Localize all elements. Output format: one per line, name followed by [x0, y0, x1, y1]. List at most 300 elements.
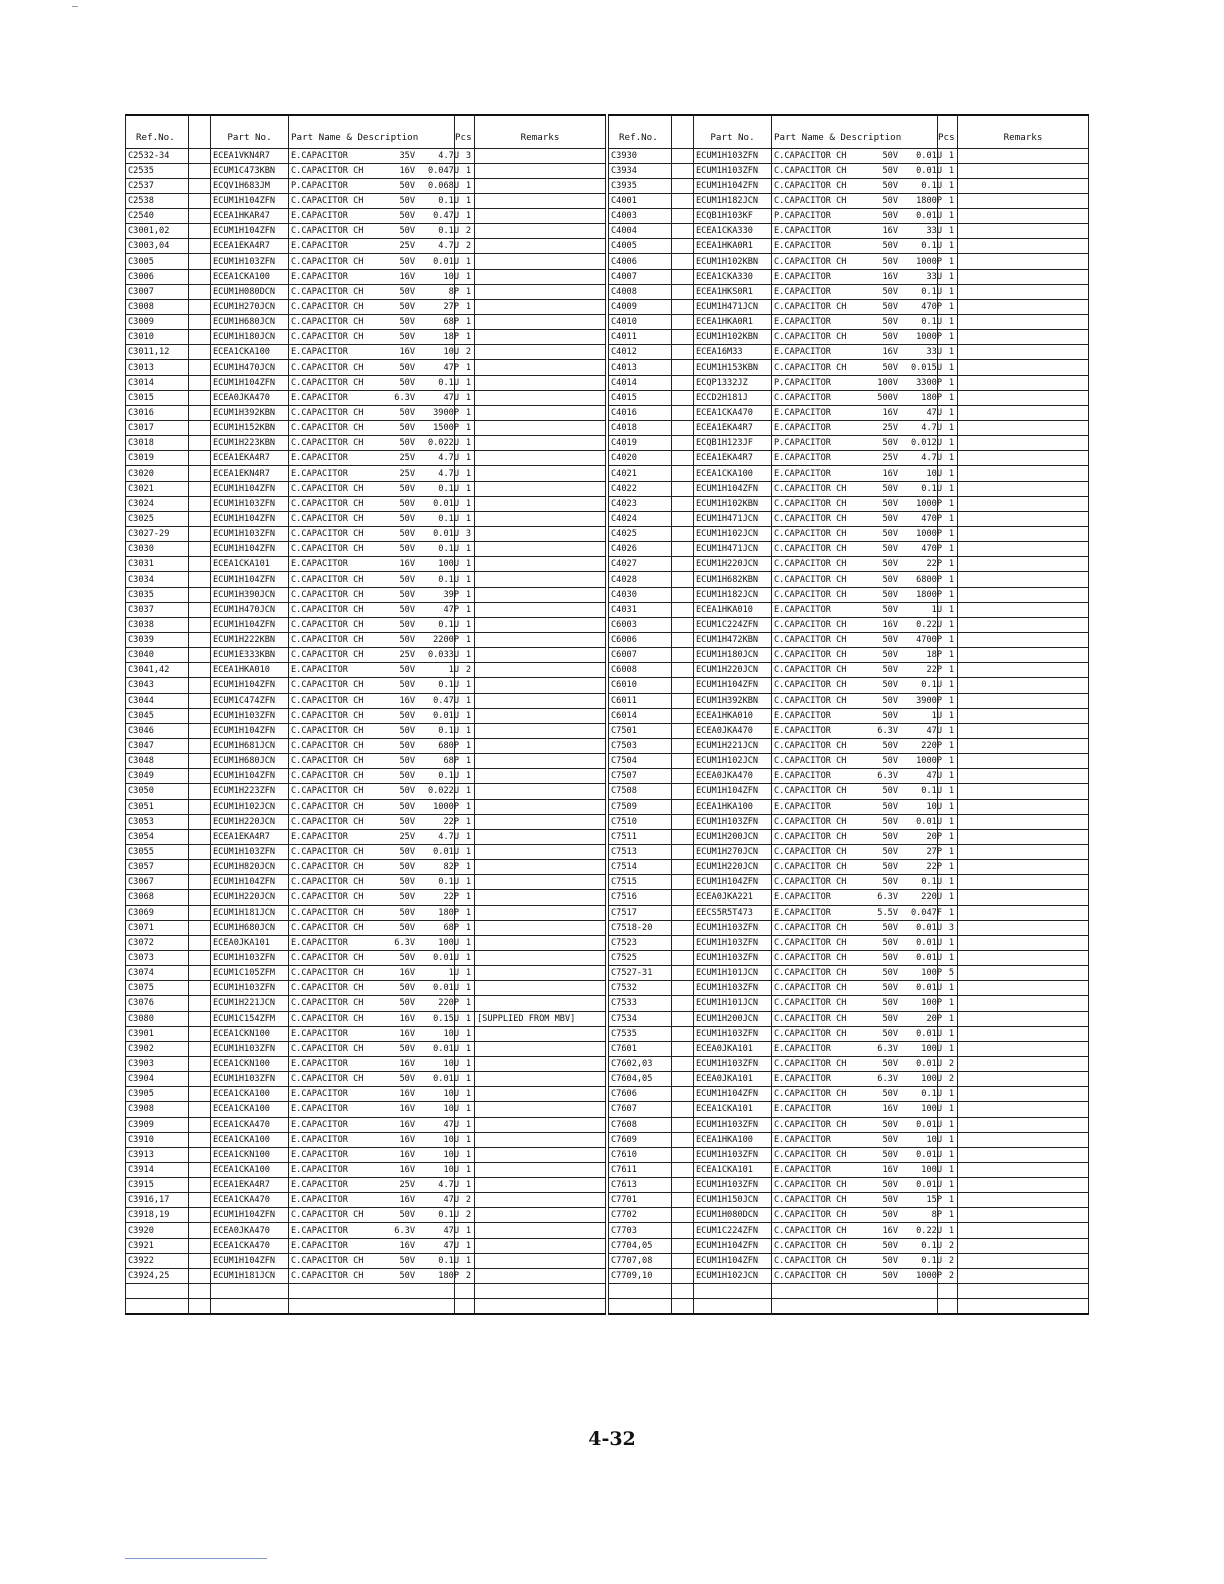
- part-name-cell: [772, 693, 942, 708]
- table-row: [609, 360, 1089, 375]
- voltage-text: 50V: [399, 1255, 415, 1266]
- rating-text: 10U: [926, 1134, 942, 1145]
- voltage-text: 16V: [399, 1013, 415, 1024]
- ref-no-cell: C4013: [609, 360, 672, 375]
- rating-text: 0.1U: [921, 1089, 942, 1100]
- remarks-cell: [958, 178, 1089, 193]
- remarks-cell: [475, 330, 606, 345]
- part-no-cell: ECUM1H080DCN: [211, 284, 289, 299]
- remarks-cell: [475, 723, 606, 738]
- ref-no-cell: C7533: [609, 996, 672, 1011]
- pcs-cell: 1: [938, 754, 958, 769]
- remarks-cell: [475, 436, 606, 451]
- part-name-text: C.CAPACITOR CH: [774, 332, 847, 343]
- ref-no-cell: C6014: [609, 708, 672, 723]
- part-name-text: E.CAPACITOR: [291, 1104, 348, 1115]
- part-no-cell: ECUM1C105ZFM: [211, 966, 289, 981]
- spacer-cell: [672, 738, 694, 753]
- part-no-cell: ECEA1CKA101: [694, 1102, 772, 1117]
- part-no-cell: ECUM1H080DCN: [694, 1208, 772, 1223]
- rating-text: 1000P: [916, 756, 942, 767]
- part-name-text: C.CAPACITOR CH: [774, 953, 847, 964]
- voltage-text: 16V: [399, 695, 415, 706]
- part-name-text: E.CAPACITOR: [291, 1134, 348, 1145]
- rating-text: 0.01U: [433, 256, 459, 267]
- voltage-text: 6.3V: [877, 771, 898, 782]
- voltage-text: 16V: [399, 165, 415, 176]
- part-name-text: C.CAPACITOR CH: [774, 180, 847, 191]
- part-no-cell: ECUM1H102KBN: [694, 330, 772, 345]
- part-name-text: C.CAPACITOR CH: [774, 665, 847, 676]
- part-no-cell: ECEA1CKA101: [694, 1162, 772, 1177]
- part-name-text: C.CAPACITOR CH: [291, 317, 364, 328]
- ref-no-cell: C7709,10: [609, 1268, 672, 1283]
- pcs-cell: 1: [455, 1147, 475, 1162]
- spacer-cell: [672, 860, 694, 875]
- table-row: [609, 617, 1089, 632]
- pcs-cell: 1: [455, 1238, 475, 1253]
- remarks-cell: [475, 148, 606, 163]
- remarks-cell: [958, 542, 1089, 557]
- rating-text: 0.1U: [438, 544, 459, 555]
- table-row: [126, 617, 606, 632]
- voltage-text: 50V: [882, 362, 898, 373]
- table-row: [126, 693, 606, 708]
- part-name-text: C.CAPACITOR CH: [291, 1074, 364, 1085]
- ref-no-cell: C3068: [126, 890, 189, 905]
- remarks-cell: [475, 405, 606, 420]
- part-name-cell: [772, 390, 942, 405]
- ref-no-cell: C3049: [126, 769, 189, 784]
- ref-no-cell: C4003: [609, 209, 672, 224]
- table-row: [126, 587, 606, 602]
- table-row: [609, 345, 1089, 360]
- part-name-text: C.CAPACITOR CH: [291, 816, 364, 827]
- part-name-cell: [772, 163, 942, 178]
- ref-no-cell: C3013: [126, 360, 189, 375]
- remarks-cell: [958, 784, 1089, 799]
- pcs-cell: 1: [938, 602, 958, 617]
- pcs-cell: 1: [455, 1056, 475, 1071]
- voltage-text: 16V: [882, 1225, 898, 1236]
- voltage-text: 50V: [399, 301, 415, 312]
- part-name-text: C.CAPACITOR CH: [774, 256, 847, 267]
- part-name-cell: [772, 648, 942, 663]
- part-no-cell: ECEA1EKA4R7: [694, 451, 772, 466]
- rating-text: 8P: [448, 286, 459, 297]
- remarks-cell: [958, 1041, 1089, 1056]
- parts-table-body: [609, 148, 1089, 1314]
- part-name-text: P.CAPACITOR: [774, 377, 831, 388]
- rating-text: 0.022U: [427, 786, 459, 797]
- ref-no-cell: C3021: [126, 481, 189, 496]
- remarks-cell: [958, 390, 1089, 405]
- part-no-cell: ECEA16M33: [694, 345, 772, 360]
- pcs-cell: 1: [455, 784, 475, 799]
- pcs-cell: 1: [455, 981, 475, 996]
- voltage-text: 50V: [399, 756, 415, 767]
- rating-text: 47P: [443, 604, 459, 615]
- ref-no-cell: C3044: [126, 693, 189, 708]
- pcs-cell: 5: [938, 966, 958, 981]
- pcs-cell: 1: [938, 163, 958, 178]
- voltage-text: 16V: [399, 1195, 415, 1206]
- table-row: [609, 375, 1089, 390]
- table-row: [609, 935, 1089, 950]
- rating-text: 0.033U: [427, 650, 459, 661]
- spacer-cell: [189, 1193, 211, 1208]
- spacer-cell: [189, 708, 211, 723]
- table-row: [609, 1147, 1089, 1162]
- pcs-cell: 1: [455, 405, 475, 420]
- pcs-cell: 1: [938, 799, 958, 814]
- part-name-text: C.CAPACITOR CH: [774, 786, 847, 797]
- ref-no-cell: C3005: [126, 254, 189, 269]
- remarks-cell: [958, 527, 1089, 542]
- voltage-text: 50V: [399, 710, 415, 721]
- voltage-text: 50V: [882, 998, 898, 1009]
- part-name-cell: [772, 269, 942, 284]
- part-no-cell: ECEA0JKA470: [694, 769, 772, 784]
- pcs-cell: 1: [938, 1132, 958, 1147]
- table-row: [126, 224, 606, 239]
- remarks-cell: [475, 375, 606, 390]
- pcs-cell: 1: [455, 209, 475, 224]
- table-row: [126, 920, 606, 935]
- part-name-cell: [772, 1253, 942, 1268]
- part-name-text: C.CAPACITOR CH: [291, 513, 364, 524]
- pcs-cell: 2: [455, 239, 475, 254]
- table-row: [609, 511, 1089, 526]
- voltage-text: 50V: [399, 589, 415, 600]
- voltage-text: 50V: [399, 529, 415, 540]
- voltage-text: 50V: [399, 877, 415, 888]
- voltage-text: 16V: [882, 271, 898, 282]
- pcs-cell: 1: [938, 254, 958, 269]
- part-no-cell: ECUM1H153KBN: [694, 360, 772, 375]
- ref-no-cell: C3934: [609, 163, 672, 178]
- spacer-cell: [672, 1132, 694, 1147]
- part-no-cell: ECUM1H220JCN: [694, 663, 772, 678]
- remarks-cell: [475, 1132, 606, 1147]
- part-no-cell: ECUM1H102JCN: [211, 799, 289, 814]
- table-row: [609, 648, 1089, 663]
- remarks-cell: [475, 451, 606, 466]
- spacer-cell: [672, 178, 694, 193]
- rating-text: 0.01U: [433, 983, 459, 994]
- spacer-cell: [672, 1193, 694, 1208]
- part-name-text: C.CAPACITOR CH: [774, 998, 847, 1009]
- ref-no-cell: C4028: [609, 572, 672, 587]
- part-no-cell: ECEA1CKA470: [211, 1238, 289, 1253]
- part-name-text: E.CAPACITOR: [774, 1074, 831, 1085]
- rating-text: 0.1U: [438, 771, 459, 782]
- voltage-text: 50V: [882, 1028, 898, 1039]
- remarks-cell: [475, 527, 606, 542]
- pcs-cell: 1: [938, 527, 958, 542]
- remarks-cell: [475, 648, 606, 663]
- table-row: [126, 254, 606, 269]
- rating-text: 8P: [931, 1210, 942, 1221]
- voltage-text: 16V: [399, 968, 415, 979]
- remarks-cell: [475, 209, 606, 224]
- remarks-cell: [475, 829, 606, 844]
- part-name-text: C.CAPACITOR CH: [291, 256, 364, 267]
- part-name-text: C.CAPACITOR CH: [774, 1119, 847, 1130]
- remarks-cell: [958, 163, 1089, 178]
- remarks-cell: [958, 481, 1089, 496]
- pcs-cell: 1: [455, 617, 475, 632]
- header-pcs: Pcs: [455, 115, 475, 148]
- part-name-cell: [772, 148, 942, 163]
- pcs-cell: 2: [938, 1056, 958, 1071]
- remarks-cell: [475, 814, 606, 829]
- spacer-cell: [189, 269, 211, 284]
- part-no-cell: ECUM1H220JCN: [211, 814, 289, 829]
- table-row: [126, 829, 606, 844]
- pcs-cell: 1: [938, 1011, 958, 1026]
- pcs-cell: 1: [455, 905, 475, 920]
- spacer-cell: [189, 466, 211, 481]
- spacer-cell: [189, 375, 211, 390]
- part-no-cell: ECUM1H181JCN: [211, 1268, 289, 1283]
- part-name-cell: [772, 542, 942, 557]
- part-no-cell: ECEA1CKA101: [211, 557, 289, 572]
- part-no-cell: ECEA1CKN100: [211, 1056, 289, 1071]
- part-name-cell: [289, 935, 459, 950]
- voltage-text: 50V: [882, 195, 898, 206]
- part-no-cell: ECUM1C224ZFN: [694, 617, 772, 632]
- rating-text: 180P: [921, 392, 942, 403]
- rating-text: 10U: [443, 1164, 459, 1175]
- rating-text: 82P: [443, 862, 459, 873]
- remarks-cell: [475, 1162, 606, 1177]
- table-row: [609, 330, 1089, 345]
- pcs-cell: 1: [938, 1178, 958, 1193]
- part-name-cell: [772, 1132, 942, 1147]
- pcs-cell: [938, 1299, 958, 1314]
- remarks-cell: [475, 345, 606, 360]
- spacer-cell: [189, 405, 211, 420]
- part-no-cell: ECUM1H471JCN: [694, 511, 772, 526]
- rating-text: 3900P: [433, 407, 459, 418]
- part-no-cell: ECUM1H103ZFN: [694, 814, 772, 829]
- remarks-cell: [475, 1238, 606, 1253]
- part-name-text: C.CAPACITOR CH: [774, 1059, 847, 1069]
- pcs-cell: 1: [938, 178, 958, 193]
- pcs-cell: 1: [938, 421, 958, 436]
- part-name-text: E.CAPACITOR: [291, 1225, 348, 1236]
- voltage-text: 50V: [882, 1270, 898, 1281]
- part-no-cell: ECUM1H820JCN: [211, 860, 289, 875]
- ref-no-cell: C7527-31: [609, 966, 672, 981]
- spacer-cell: [189, 299, 211, 314]
- part-name-cell: [772, 1299, 938, 1314]
- voltage-text: 50V: [882, 544, 898, 555]
- ref-no-cell: C3914: [126, 1162, 189, 1177]
- voltage-text: 50V: [399, 332, 415, 343]
- pcs-cell: 1: [938, 723, 958, 738]
- rating-text: 68P: [443, 756, 459, 767]
- remarks-cell: [475, 1102, 606, 1117]
- voltage-text: 50V: [882, 301, 898, 312]
- pcs-cell: 1: [455, 1178, 475, 1193]
- part-name-text: C.CAPACITOR CH: [774, 877, 847, 888]
- part-name-text: E.CAPACITOR: [774, 423, 831, 434]
- part-no-cell: ECUM1H220JCN: [694, 860, 772, 875]
- part-name-cell: [289, 345, 459, 360]
- ref-no-cell: C7532: [609, 981, 672, 996]
- part-no-cell: ECUM1H103ZFN: [694, 1026, 772, 1041]
- ref-no-cell: C4015: [609, 390, 672, 405]
- part-name-text: C.CAPACITOR CH: [291, 877, 364, 888]
- ref-no-cell: C2535: [126, 163, 189, 178]
- voltage-text: 50V: [882, 1255, 898, 1266]
- spacer-cell: [189, 1223, 211, 1238]
- table-row: [126, 905, 606, 920]
- part-name-text: C.CAPACITOR CH: [774, 589, 847, 600]
- remarks-cell: [958, 1072, 1089, 1087]
- spacer-cell: [672, 436, 694, 451]
- voltage-text: 500V: [877, 392, 898, 403]
- ref-no-cell: C3915: [126, 1178, 189, 1193]
- voltage-text: 16V: [399, 1164, 415, 1175]
- blank-row: [126, 1284, 606, 1299]
- spacer-cell: [189, 254, 211, 269]
- rating-text: 0.01U: [433, 1074, 459, 1085]
- voltage-text: 25V: [399, 453, 415, 464]
- spacer-cell: [189, 981, 211, 996]
- spacer-cell: [189, 648, 211, 663]
- part-name-cell: [289, 269, 459, 284]
- rating-text: 10U: [443, 347, 459, 358]
- part-no-cell: ECEA1HKA100: [694, 1132, 772, 1147]
- pcs-cell: 1: [938, 844, 958, 859]
- part-name-text: E.CAPACITOR: [774, 892, 831, 903]
- part-name-text: E.CAPACITOR: [774, 468, 831, 479]
- part-name-cell: [772, 890, 942, 905]
- ref-no-cell: C4021: [609, 466, 672, 481]
- remarks-cell: [958, 1268, 1089, 1283]
- remarks-cell: [475, 950, 606, 965]
- voltage-text: 6.3V: [394, 392, 415, 403]
- table-row: [126, 799, 606, 814]
- part-name-cell: [772, 1117, 942, 1132]
- spacer-cell: [189, 799, 211, 814]
- rating-text: 0.1U: [921, 1240, 942, 1251]
- remarks-cell: [958, 890, 1089, 905]
- remarks-cell: [475, 966, 606, 981]
- pcs-cell: 1: [938, 405, 958, 420]
- remarks-cell: [475, 1193, 606, 1208]
- remarks-cell: [475, 754, 606, 769]
- spacer-cell: [672, 723, 694, 738]
- ref-no-cell: C4014: [609, 375, 672, 390]
- voltage-text: 50V: [882, 1149, 898, 1160]
- part-name-text: C.CAPACITOR CH: [774, 756, 847, 767]
- part-no-cell: ECEA1HKA0R1: [694, 315, 772, 330]
- table-row: [609, 769, 1089, 784]
- part-no-cell: ECEA1HKA010: [694, 708, 772, 723]
- table-row: [609, 587, 1089, 602]
- pcs-cell: 1: [455, 799, 475, 814]
- rating-text: 0.01U: [916, 953, 942, 964]
- voltage-text: 25V: [399, 650, 415, 661]
- part-name-cell: [772, 1102, 942, 1117]
- part-name-cell: [772, 239, 942, 254]
- rating-text: 4.7U: [921, 453, 942, 464]
- part-name-cell: [289, 814, 459, 829]
- part-name-text: E.CAPACITOR: [291, 468, 348, 479]
- part-no-cell: ECQB1H103KF: [694, 209, 772, 224]
- pcs-cell: 1: [938, 239, 958, 254]
- ref-no-cell: C7503: [609, 738, 672, 753]
- voltage-text: 35V: [399, 150, 415, 161]
- pcs-cell: 1: [455, 935, 475, 950]
- part-no-cell: ECEA1CKA470: [211, 1193, 289, 1208]
- ref-no-cell: C3041,42: [126, 663, 189, 678]
- part-no-cell: ECUM1H220JCN: [211, 890, 289, 905]
- part-name-text: C.CAPACITOR CH: [774, 1225, 847, 1236]
- table-row: [126, 405, 606, 420]
- voltage-text: 50V: [882, 483, 898, 494]
- pcs-cell: 1: [938, 390, 958, 405]
- ref-no-cell: C3046: [126, 723, 189, 738]
- part-name-cell: [289, 360, 459, 375]
- voltage-text: 50V: [399, 680, 415, 691]
- table-row: [126, 754, 606, 769]
- pcs-cell: 1: [455, 708, 475, 723]
- part-name-text: C.CAPACITOR CH: [291, 953, 364, 964]
- ref-no-cell: C3009: [126, 315, 189, 330]
- part-name-text: E.CAPACITOR: [291, 150, 348, 161]
- table-row: [609, 1117, 1089, 1132]
- part-name-text: C.CAPACITOR CH: [291, 483, 364, 494]
- rating-text: 220U: [921, 892, 942, 903]
- rating-text: 18P: [443, 332, 459, 343]
- pcs-cell: 1: [938, 209, 958, 224]
- table-row: [609, 1102, 1089, 1117]
- rating-text: 470P: [921, 301, 942, 312]
- part-no-cell: ECUM1H104ZFN: [211, 511, 289, 526]
- rating-text: 0.15U: [433, 1013, 459, 1024]
- voltage-text: 16V: [882, 1104, 898, 1115]
- part-name-cell: [772, 1041, 942, 1056]
- ref-no-cell: C7606: [609, 1087, 672, 1102]
- rating-text: 0.01U: [916, 211, 942, 222]
- pcs-cell: 1: [455, 996, 475, 1011]
- ref-no-cell: C3916,17: [126, 1193, 189, 1208]
- part-name-cell: [289, 996, 459, 1011]
- rating-text: 0.022U: [427, 438, 459, 449]
- voltage-text: 50V: [882, 665, 898, 676]
- remarks-cell: [475, 572, 606, 587]
- remarks-cell: [958, 1147, 1089, 1162]
- rating-text: 20P: [926, 831, 942, 842]
- table-row: [609, 1087, 1089, 1102]
- part-name-cell: [289, 1178, 459, 1193]
- table-header-row: [126, 115, 606, 148]
- part-name-cell: [289, 375, 459, 390]
- ref-no-cell: C3076: [126, 996, 189, 1011]
- rating-text: 1U: [931, 604, 942, 615]
- blank-row: [609, 1284, 1089, 1299]
- remarks-cell: [475, 875, 606, 890]
- part-name-text: C.CAPACITOR CH: [291, 301, 364, 312]
- voltage-text: 50V: [399, 892, 415, 903]
- part-no-cell: ECUM1H103ZFN: [211, 844, 289, 859]
- rating-text: 10U: [443, 1089, 459, 1100]
